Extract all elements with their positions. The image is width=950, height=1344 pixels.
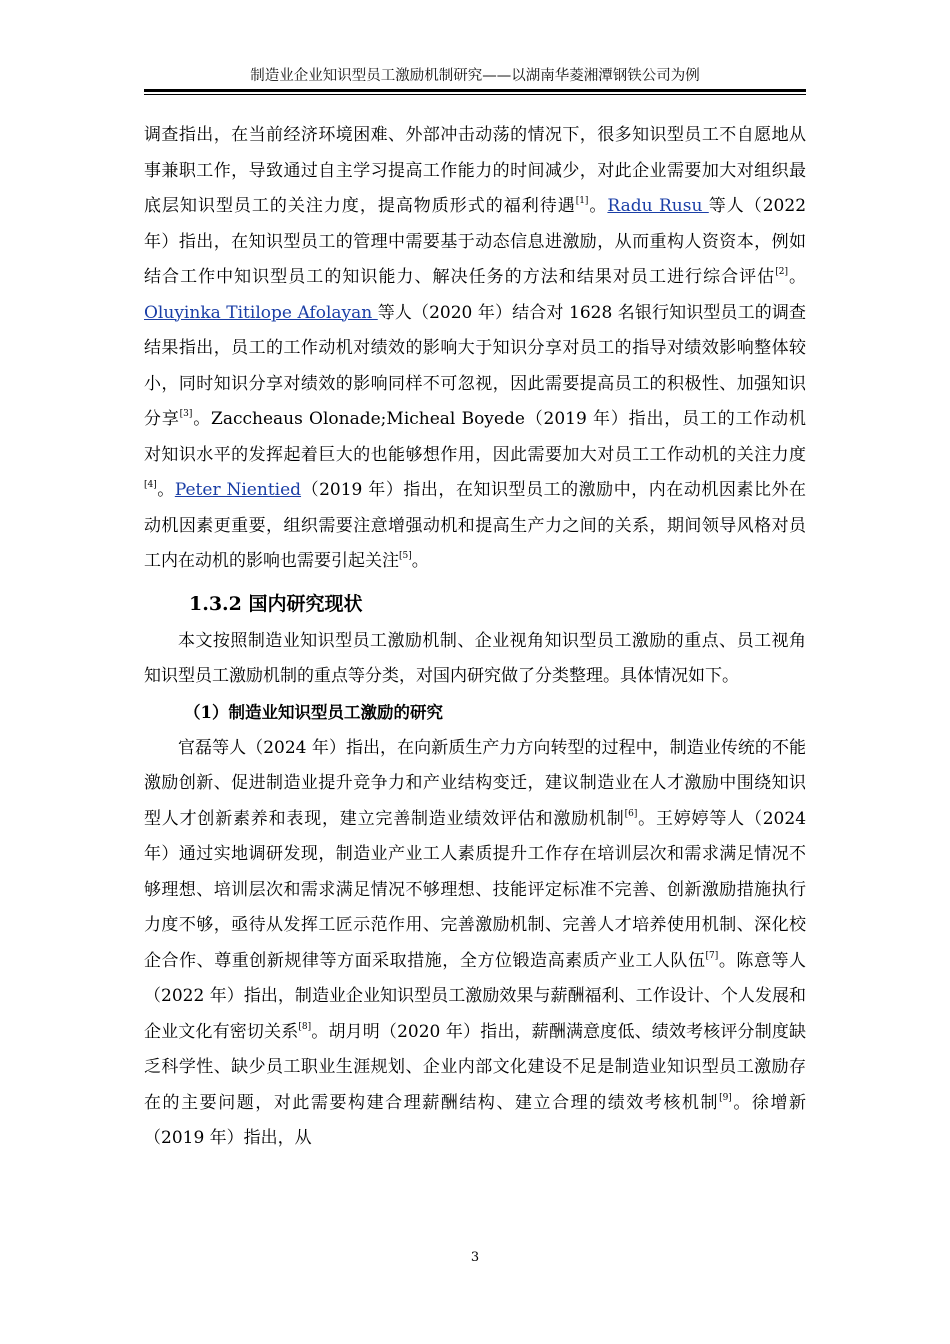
header-rule-thin (144, 94, 806, 95)
citation-3: [3] (179, 409, 193, 419)
citation-7: [7] (705, 950, 719, 961)
citation-6: [6] (624, 808, 638, 819)
citation-2: [2] (775, 267, 788, 277)
page-body (144, 118, 806, 1157)
header-rule-thick (144, 89, 806, 92)
citation-8: [8] (298, 1021, 312, 1032)
section-heading: 1.3.2 国内研究现状 (189, 592, 363, 615)
author-link-nientied[interactable]: Peter Nientied (174, 480, 302, 500)
running-header: 制造业企业知识型员工激励机制研究——以湖南华菱湘潭钢铁公司为例 (250, 68, 700, 84)
paragraph-manufacturing-review: 官磊等人（2024 年）指出，在向新质生产力方向转型的过程中，制造业传统的不能激励创新、促进制造业提升竞争力和产业结构变迁，建议制造业在人才激励中围绕知识型人才创新素养和表现，建立完善制造业绩效评估和激励机制[6]。王婷婷等人（2024 年）通过实地调研发现，制造业产业工人素质提升工作存在培训层次和需求满足情况不够理想、培训层次和需求满足情况不够理想、技能评定标准不完善、创新激励措施执行力度不够，亟待从发挥工匠示范作用、完善激励机制、完善人才培养使用机制、深化校企合作、尊重创新规律等方面采取措施，全方位锻造高素质产业工人队伍[7]。陈意等人（2022 年）指出，制造业企业知识型员工激励效果与薪酬福利、工作设计、个人发展和企业文化有密切关系[8]。胡月明（2020 年）指出，薪酬满意度低、绩效考核评分制度缺乏科学性、缺少员工职业生涯规划、企业内部文化建设不足是制造业知识型员工激励存在的主要问题，对此需要构建合理薪酬结构、建立合理的绩效考核机制[9]。徐增新（2019 年）指出，从 (144, 737, 807, 1148)
author-link-radu-rusu[interactable]: Radu Rusu (607, 196, 709, 216)
citation-1: [1] (575, 196, 589, 206)
paragraph-foreign-review: 调查指出，在当前经济环境困难、外部冲击动荡的情况下，很多知识型员工不自愿地从事兼职工作，导致通过自主学习提高工作能力的时间减少，对此企业需要加大对组织最底层知识型员工的关注力度，提高物质形式的福利待遇[1]。Radu Rusu 等人（2022 年）指出，在知识型员工的管理中需要基于动态信息进激励，从而重构人资资本，例如结合工作中知识型员工的知识能力、解决任务的方法和结果对员工进行综合评估[2]。Oluyinka Titilope Afolayan 等人（2020 年）结合对 1628 名银行知识型员工的调查结果指出，员工的工作动机对绩效的影响大于知识分享对员工的指导对绩效影响整体较小，同时知识分享对绩效的影响同样不可忽视，因此需要提高员工的积极性、加强知识分享[3]。Zaccheaus Olonade;Micheal Boyede（2019 年）指出，员工的工作动机对知识水平的发挥起着巨大的也能够想作用，因此需要加大对员工工作动机的关注力度[4]。Peter Nientied（2019 年）指出，在知识型员工的激励中，内在动机因素比外在动机因素更重要，组织需要注意增强动机和提高生产力之间的关系，期间领导风格对员工内在动机的影响也需要引起关注[5]。 (144, 125, 807, 571)
paragraph-domestic-intro: 本文按照制造业知识型员工激励机制、企业视角知识型员工激励的重点、员工视角知识型员工激励机制的重点等分类，对国内研究做了分类整理。具体情况如下。 (144, 630, 806, 686)
citation-5: [5] (399, 551, 412, 561)
subsection-heading: （1）制造业知识型员工激励的研究 (184, 702, 443, 722)
author-link-afolayan[interactable]: Oluyinka Titilope Afolayan (144, 302, 378, 323)
citation-4: [4] (144, 480, 157, 490)
citation-9: [9] (719, 1092, 732, 1103)
page-number: 3 (470, 1250, 480, 1265)
